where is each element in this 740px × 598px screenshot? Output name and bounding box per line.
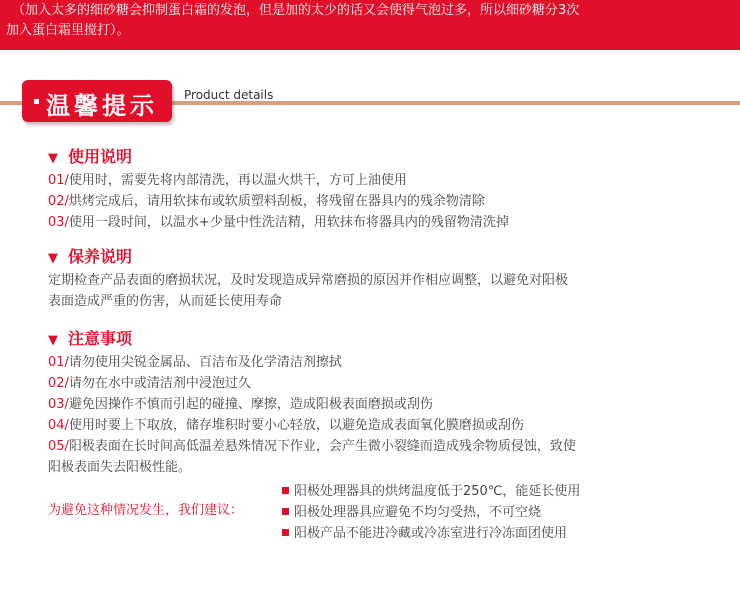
usage-item-1-text: 使用时，需要先将内部清洗，再以温火烘干，方可上油使用 (68, 173, 407, 188)
red-square-bullet-icon (282, 508, 289, 515)
notes-item-1 (48, 352, 576, 373)
notes-item-3 (48, 394, 576, 415)
notes-item-5-continued: 阳极表面失去阳极性能。 (48, 460, 192, 475)
section-title-tab (22, 80, 172, 122)
section-subtitle: Product details (184, 88, 274, 102)
notes-item-1-text: 请勿使用尖锐金属品、百洁布及化学清洁剂擦拭 (68, 355, 342, 370)
notes-item-2-text: 请勿在水中或清洁剂中浸泡过久 (68, 376, 251, 391)
notes-heading (48, 326, 132, 349)
notes-item-4-num: 04/ (48, 418, 69, 433)
notes-heading-text: 注意事项 (68, 329, 133, 348)
advice-item-text: 阳极处理器具的烘烤温度低于250℃，能延长使用 (294, 484, 581, 499)
usage-list (48, 170, 509, 233)
title-dot-icon (34, 99, 39, 104)
notes-item-5-text: 阳极表面在长时间高低温差悬殊情况下作业，会产生微小裂缝而造成残余物质侵蚀，致使 (68, 439, 576, 454)
maintenance-text (48, 270, 568, 312)
usage-item-3 (48, 212, 509, 233)
notes-item-1-num: 01/ (48, 355, 69, 370)
top-banner (0, 0, 740, 50)
usage-item-3-num: 03/ (48, 215, 69, 230)
usage-item-2-num: 02/ (48, 194, 69, 209)
maintenance-line-2: 表面造成严重的伤害，从而延长使用寿命 (48, 294, 283, 309)
maintenance-heading (48, 244, 132, 267)
notes-item-4 (48, 415, 576, 436)
usage-item-2 (48, 191, 509, 212)
banner-text-line-1: （加入太多的细砂糖会抑制蛋白霜的发泡，但是加的太少的话又会使得气泡过多，所以细砂糖分3次 (12, 3, 580, 18)
notes-item-2-num: 02/ (48, 376, 69, 391)
notes-item-5-num: 05/ (48, 439, 69, 454)
red-square-bullet-icon (282, 487, 289, 494)
notes-item-5 (48, 436, 576, 457)
usage-item-3-text: 使用一段时间，以温水+少量中性洗洁精，用软抹布将器具内的残留物清洗掉 (68, 215, 509, 230)
usage-item-1 (48, 170, 509, 191)
notes-item-3-text: 避免因操作不慎而引起的碰撞、摩擦，造成阳极表面磨损或刮伤 (68, 397, 433, 412)
advice-item-text: 阳极产品不能进冷藏或冷冻室进行冷冻面团使用 (294, 526, 568, 541)
notes-item-2 (48, 373, 576, 394)
triangle-down-icon: ▼ (48, 251, 58, 266)
maintenance-line-1: 定期检查产品表面的磨损状况，及时发现造成异常磨损的原因并作相应调整，以避免对阳极 (48, 273, 569, 288)
red-square-bullet-icon (282, 529, 289, 536)
usage-item-1-num: 01/ (48, 173, 69, 188)
notes-list (48, 352, 576, 478)
advice-label: 为避免这种情况发生，我们建议： (48, 503, 244, 518)
maintenance-heading-text: 保养说明 (68, 247, 133, 266)
notes-item-3-num: 03/ (48, 397, 69, 412)
usage-heading (48, 144, 132, 167)
usage-item-2-text: 烘烤完成后，请用软抹布或软质塑料刮板，将残留在器具内的残余物清除 (68, 194, 485, 209)
section-title: 温馨提示 (46, 92, 158, 120)
triangle-down-icon: ▼ (48, 151, 58, 166)
advice-item-text: 阳极处理器具应避免不均匀受热，不可空烧 (294, 505, 542, 520)
banner-text-line-2: 加入蛋白霜里搅打）。 (6, 23, 130, 38)
triangle-down-icon: ▼ (48, 333, 58, 348)
notes-item-4-text: 使用时要上下取放，储存堆积时要小心轻放，以避免造成表面氧化膜磨损或刮伤 (68, 418, 524, 433)
usage-heading-text: 使用说明 (68, 147, 133, 166)
